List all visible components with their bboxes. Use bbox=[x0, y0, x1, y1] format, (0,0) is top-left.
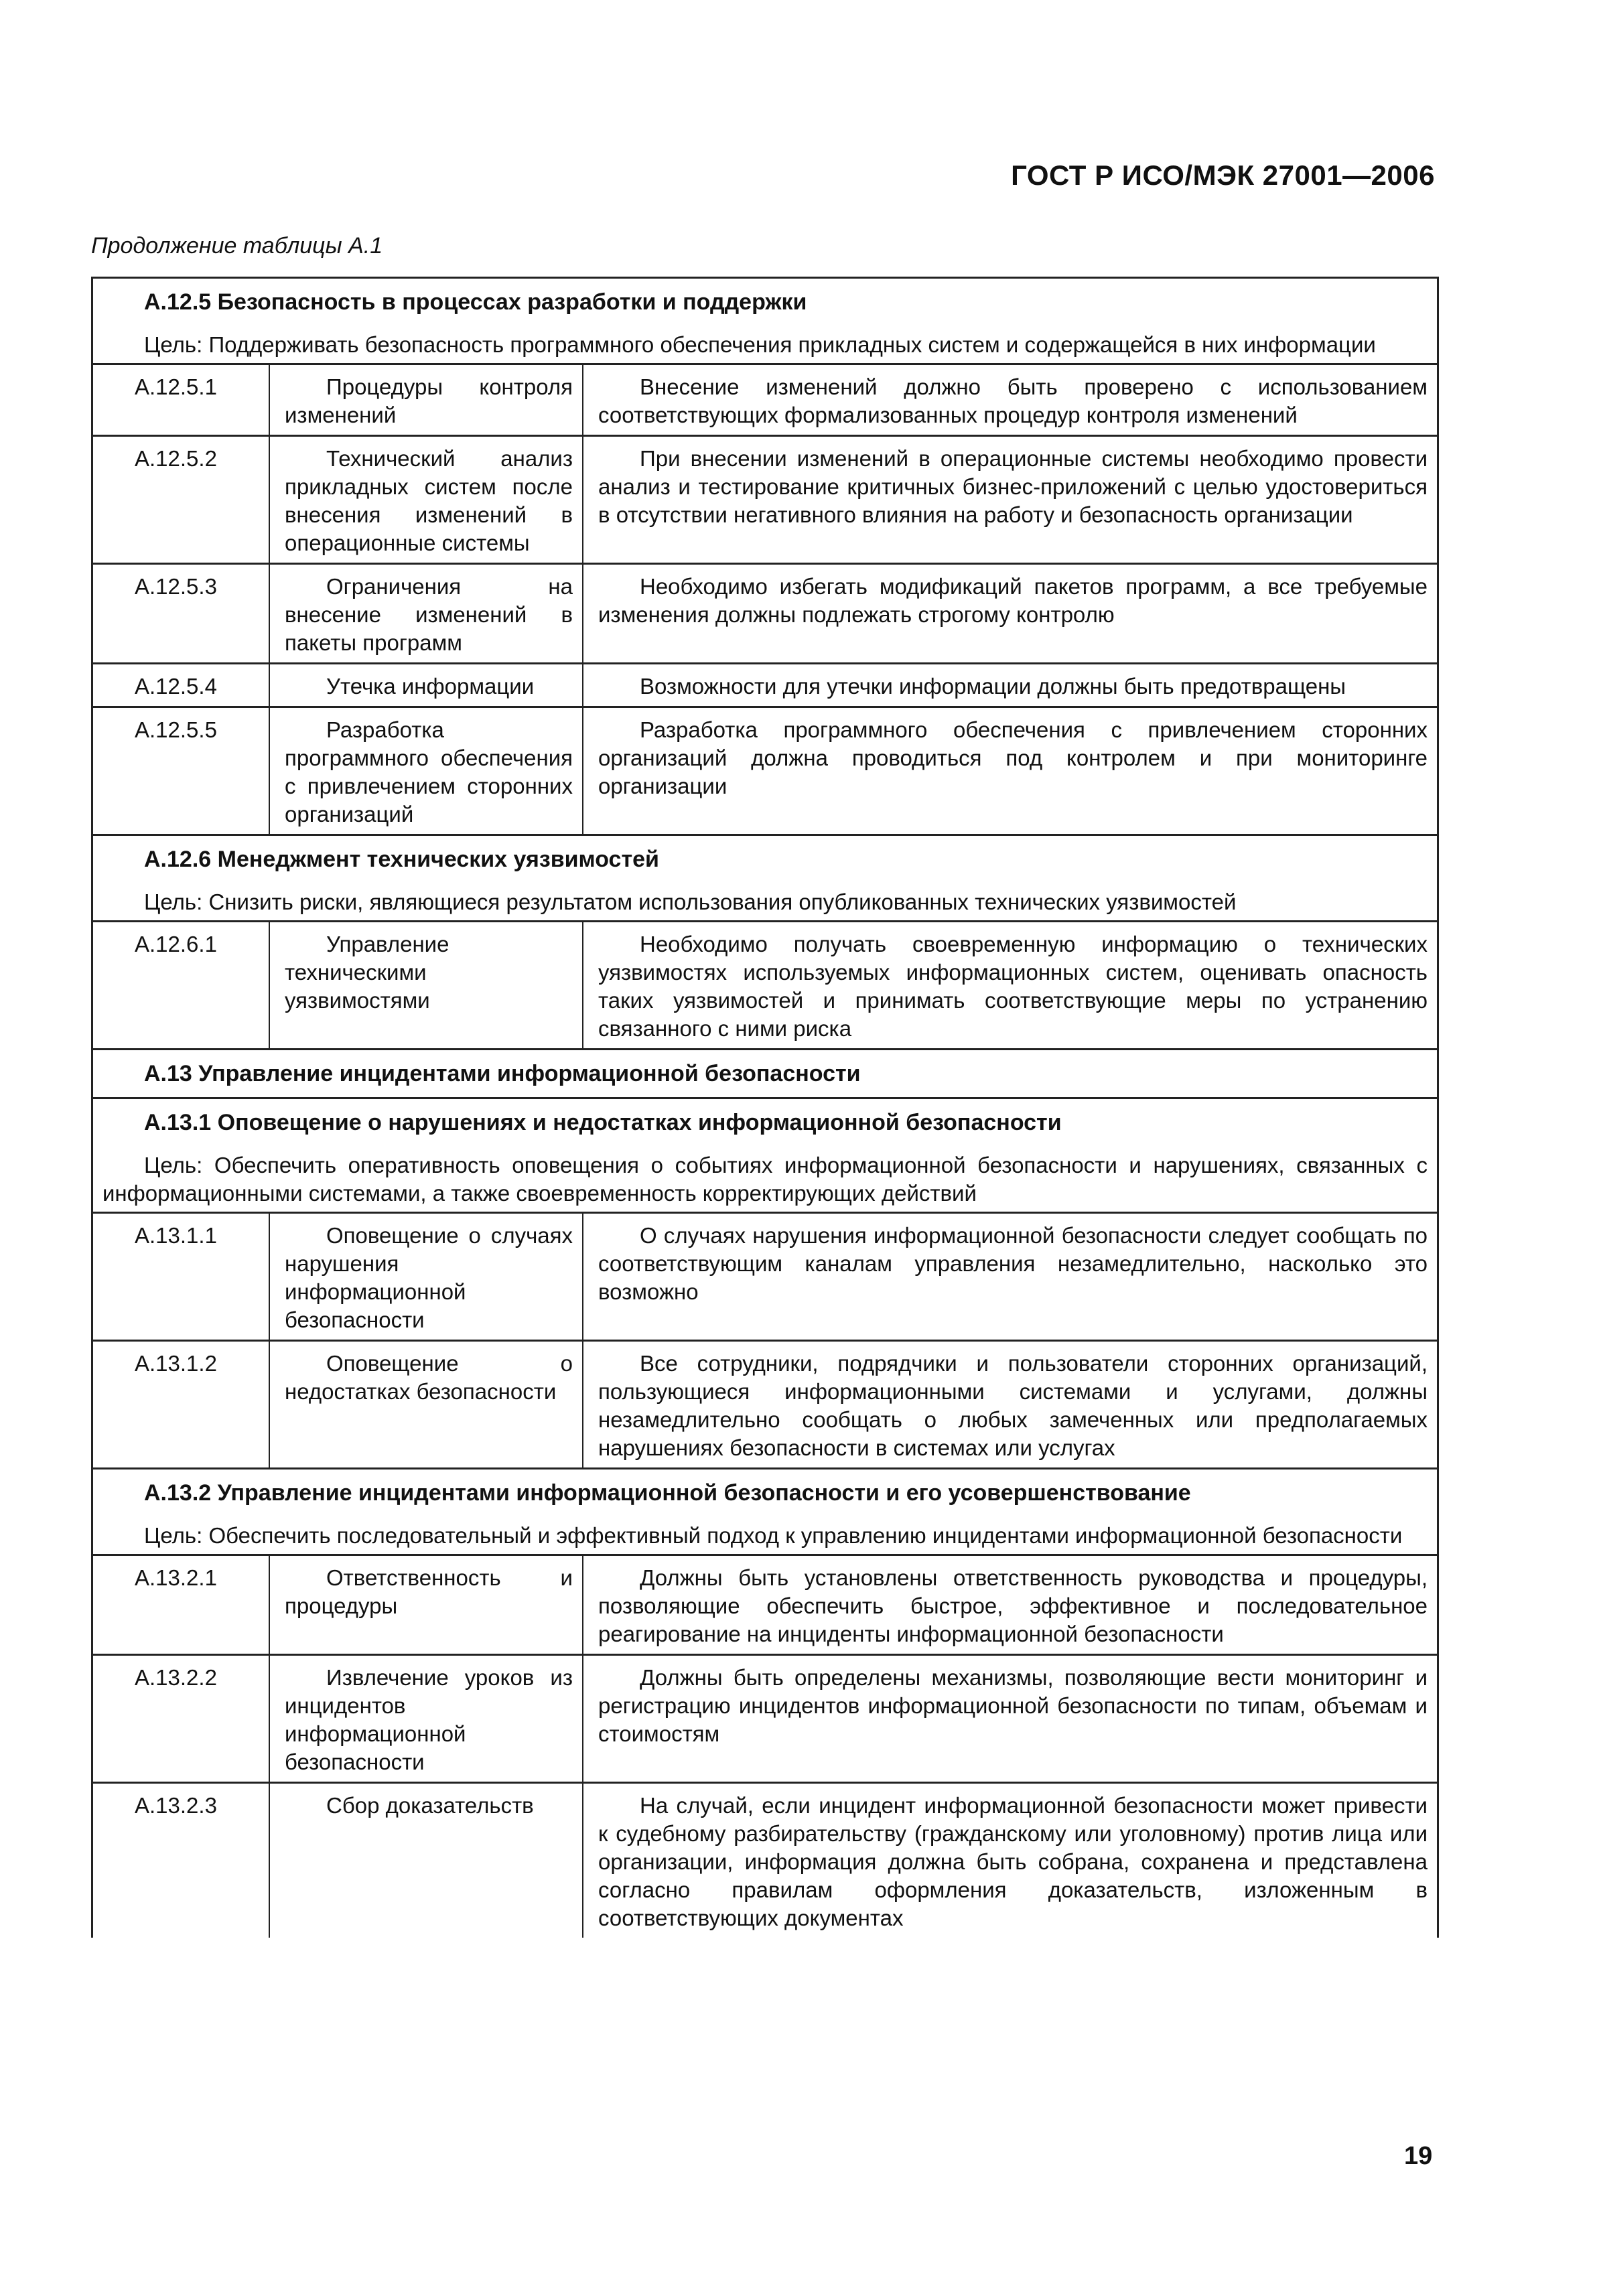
table-row bbox=[93, 708, 1437, 836]
section-header bbox=[93, 1050, 1437, 1099]
section-heading: А.12.5 Безопасность в процессах разработки и поддержки bbox=[144, 289, 807, 315]
table-row bbox=[93, 365, 1437, 437]
control-description: Должны быть установлены ответственность руководства и процедуры, позволяющие обеспечить быстрое, эффективное и последовательное реагирование на инциденты информационной безопасности bbox=[598, 1565, 1428, 1646]
control-name: Технический анализ прикладных систем после внесения изменений в операционные системы bbox=[270, 437, 583, 563]
table-row bbox=[93, 1342, 1437, 1469]
control-name: Сбор доказательств bbox=[270, 1784, 583, 1938]
control-id: А.12.5.1 bbox=[93, 365, 270, 435]
control-description: О случаях нарушения информационной безопасности следует сообщать по соответствующим каналам управления незамедлительно, насколько это возможно bbox=[598, 1223, 1428, 1304]
control-description: Необходимо получать своевременную информацию о технических уязвимостях используемых информационных систем, оценивать опасность таких уязвимостей и принимать соответствующие меры по устранению связанного с ними риска bbox=[598, 932, 1428, 1041]
control-id: А.13.2.3 bbox=[93, 1784, 270, 1938]
control-id: А.12.5.5 bbox=[93, 708, 270, 834]
control-id: А.12.5.3 bbox=[93, 565, 270, 662]
section-goal: Цель: Поддерживать безопасность программного обеспечения прикладных систем и содержащейся в них информации bbox=[144, 332, 1376, 357]
control-name: Ответственность и процедуры bbox=[270, 1556, 583, 1654]
section-header bbox=[93, 836, 1437, 922]
control-id: А.12.5.2 bbox=[93, 437, 270, 563]
section-heading: А.13.1 Оповещение о нарушениях и недостатках информационной безопасности bbox=[144, 1110, 1062, 1135]
control-description: При внесении изменений в операционные системы необходимо провести анализ и тестирование критичных бизнес-приложений с целью удостовериться в отсутствии негативного влияния на работу и безопасность организации bbox=[598, 446, 1428, 527]
control-name: Извлечение уроков из инцидентов информационной безопасности bbox=[270, 1656, 583, 1782]
page-number: 19 bbox=[1404, 2142, 1433, 2170]
control-name: Ограничения на внесение изменений в пакеты программ bbox=[270, 565, 583, 662]
table-row bbox=[93, 565, 1437, 664]
control-id: А.13.2.1 bbox=[93, 1556, 270, 1654]
control-description: Разработка программного обеспечения с привлечением сторонних организаций должна проводиться под контролем и при мониторинге организации bbox=[598, 717, 1428, 798]
section-goal: Цель: Обеспечить последовательный и эффективный подход к управлению инцидентами информационной безопасности bbox=[144, 1523, 1403, 1548]
table-row bbox=[93, 1656, 1437, 1784]
controls-table bbox=[91, 277, 1439, 1938]
table-row bbox=[93, 922, 1437, 1050]
table-row bbox=[93, 437, 1437, 565]
section-goal: Цель: Снизить риски, являющиеся результатом использования опубликованных технических уязвимостей bbox=[144, 889, 1237, 914]
control-id: А.13.1.1 bbox=[93, 1214, 270, 1340]
section-header bbox=[93, 1099, 1437, 1214]
control-name: Утечка информации bbox=[270, 664, 583, 706]
table-row bbox=[93, 1784, 1437, 1938]
control-name: Управление техническими уязвимостями bbox=[270, 922, 583, 1048]
control-description: Внесение изменений должно быть проверено с использованием соответствующих формализованных процедур контроля изменений bbox=[598, 374, 1428, 427]
document-title: ГОСТ Р ИСО/МЭК 27001—2006 bbox=[1011, 159, 1435, 191]
control-description: На случай, если инцидент информационной безопасности может привести к судебному разбирательству (гражданскому или уголовному) против лица или организации, информация должна быть собрана, сохранена и представлена согласно правилам оформления доказательств, изложенным в соответствующих документах bbox=[598, 1793, 1428, 1930]
section-goal: Цель: Обеспечить оперативность оповещения о событиях информационной безопасности и нарушениях, связанных с информационными системами, а также своевременность корректирующих действий bbox=[102, 1153, 1428, 1206]
control-name: Оповещение о случаях нарушения информационной безопасности bbox=[270, 1214, 583, 1340]
control-name: Процедуры контроля изменений bbox=[270, 365, 583, 435]
control-description: Все сотрудники, подрядчики и пользователи сторонних организаций, пользующиеся информационными системами и услугами, должны незамедлительно сообщать о любых замеченных или предполагаемых нарушениях безопасности в системах или услугах bbox=[598, 1351, 1428, 1460]
table-row bbox=[93, 1556, 1437, 1656]
control-description: Необходимо избегать модификаций пакетов программ, а все требуемые изменения должны подлежать строгому контролю bbox=[598, 574, 1428, 627]
control-description: Должны быть определены механизмы, позволяющие вести мониторинг и регистрацию инцидентов информационной безопасности по типам, объемам и стоимостям bbox=[598, 1665, 1428, 1746]
table-row bbox=[93, 664, 1437, 708]
control-id: А.12.5.4 bbox=[93, 664, 270, 706]
section-heading: А.13.2 Управление инцидентами информационной безопасности и его усовершенствование bbox=[144, 1480, 1191, 1506]
table-caption: Продолжение таблицы А.1 bbox=[91, 233, 383, 259]
section-heading: А.13 Управление инцидентами информационной безопасности bbox=[144, 1061, 861, 1086]
control-id: А.13.1.2 bbox=[93, 1342, 270, 1467]
control-name: Оповещение о недостатках безопасности bbox=[270, 1342, 583, 1467]
section-header bbox=[93, 279, 1437, 365]
table-row bbox=[93, 1214, 1437, 1342]
section-heading: А.12.6 Менеджмент технических уязвимостей bbox=[144, 847, 659, 872]
control-name: Разработка программного обеспечения с привлечением сторонних организаций bbox=[270, 708, 583, 834]
control-id: А.12.6.1 bbox=[93, 922, 270, 1048]
section-header bbox=[93, 1469, 1437, 1556]
control-id: А.13.2.2 bbox=[93, 1656, 270, 1782]
control-description: Возможности для утечки информации должны быть предотвращены bbox=[640, 674, 1346, 699]
